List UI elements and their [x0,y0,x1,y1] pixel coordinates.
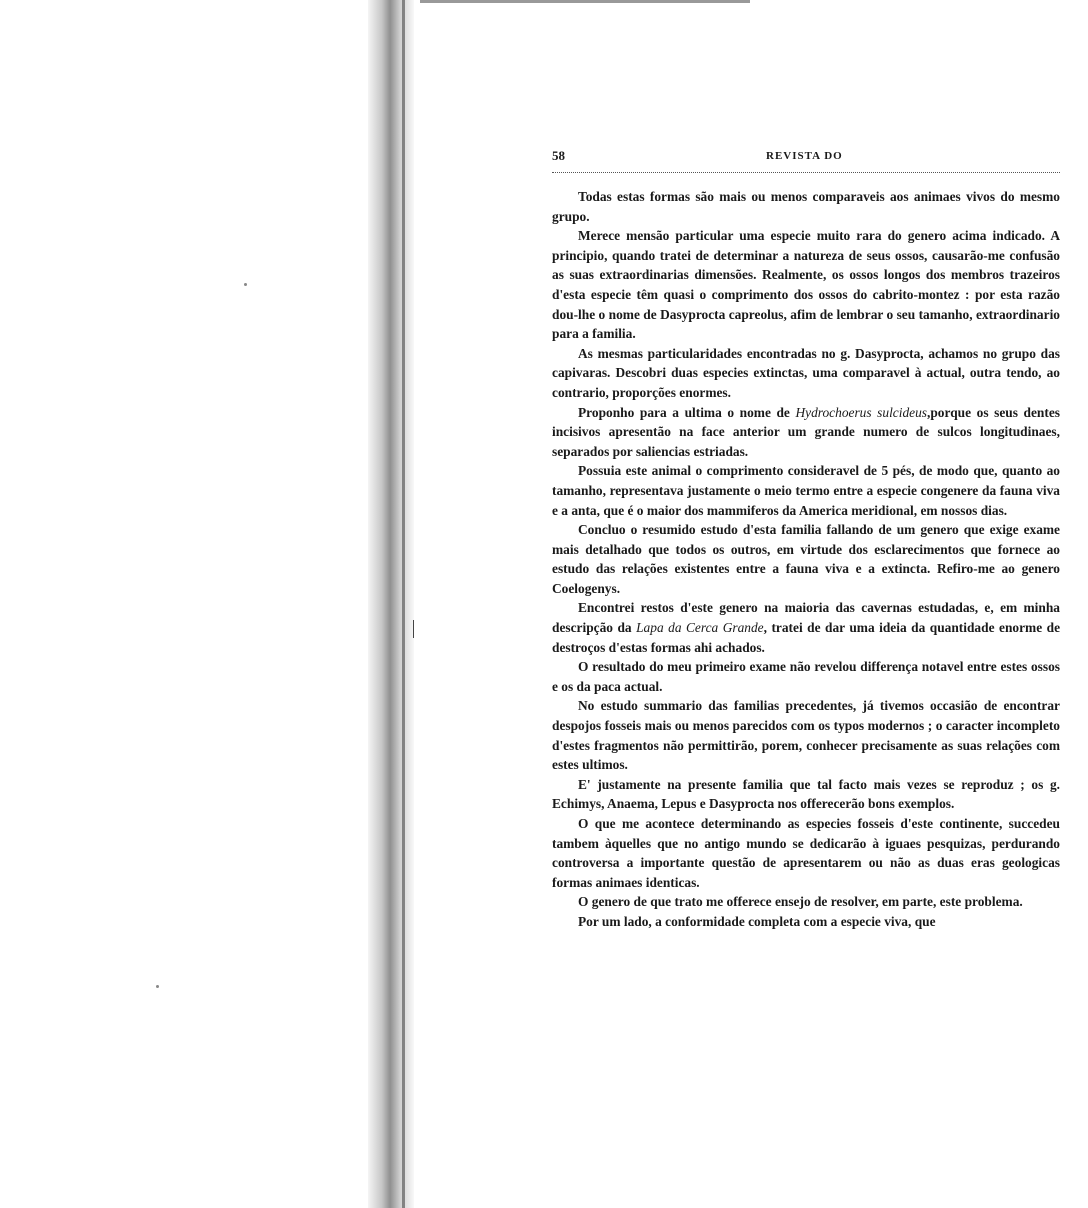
binding-edge-line [402,0,405,1208]
paragraph: O resultado do meu primeiro exame não revelou differença notavel entre estes ossos e os da paca actual. [552,659,1060,694]
binding-shadow [368,0,414,1208]
paragraph: Possuia este animal o comprimento consideravel de 5 pés, de modo que, quanto ao tamanho, representava justamente o meio termo entre a especie congenere da fauna viva e a anta, que é o maior dos mammiferos da America meridional, em nossos dias. [552,463,1060,518]
paragraph: Concluo o resumido estudo d'esta familia fallando de um genero que exige exame mais detalhado que todos os outros, em virtude dos esclarecimentos que fornece ao estudo das relações existentes entre a fauna viva e a extincta. Refiro-me ao genero Coelogenys. [552,522,1060,596]
paragraph-text: ,porque os seus dentes incisivos apresentão na face anterior um grande numero de sulcos longitudinaes, separados por saliencias estriadas. [552,404,1060,459]
paragraph: Por um lado, a conformidade completa com a especie viva, que [578,913,936,929]
running-title: REVISTA DO [766,150,843,162]
header-rule [552,172,1060,173]
place-name: Lapa da Cerca Grande [636,620,764,636]
scan-mark [413,620,414,638]
paragraph: Todas estas formas são mais ou menos comparaveis aos animaes vivos do mesmo grupo. [552,189,1060,224]
species-name: Hydrochoerus sulcideus [795,404,928,420]
running-head [552,148,1060,168]
paragraph [552,403,1060,462]
paragraph: E' justamente na presente familia que tal facto mais vezes se reproduz ; os g. Echimys, Anaema, Lepus e Dasyprocta nos offerecerão bons exemplos. [552,776,1060,812]
paragraph-text: , tratei de dar uma ideia da quantidade enorme de destroços d'estas formas ahi achados. [552,620,1061,655]
paragraph-text: Encontrei restos d'este genero na maioria das cavernas estudadas, e, em minha descripção da [552,600,1060,636]
paragraph-text: Proponho para a ultima o nome de [578,404,796,420]
paragraph: No estudo summario das familias precedentes, já tivemos occasião de encontrar despojos fosseis mais ou menos parecidos com os typos modernos ; o caracter incompleto d'estes fragmentos não permittirão, porem, conhecer precisamente as suas relações com estes ultimos. [552,698,1060,773]
page-number: 58 [552,148,565,163]
paragraph [552,598,1060,657]
scan-speck [156,985,159,988]
scan-speck [244,283,247,286]
scan-top-edge [420,0,750,3]
paragraph: Merece mensão particular uma especie muito rara do genero acima indicado. A principio, quando tratei de determinar a natureza de seus ossos, causarão-me confusão as suas extraordinarias dimensões. Realmente, os ossos longos dos membros trazeiros d'esta especie têm quasi o comprimento dos ossos do cabrito-montez : por esta razão dou-lhe o nome de Dasyprocta capreolus, afim de lembrar o seu tamanho, extraordinario para a familia. [552,228,1060,342]
book-page [552,148,1060,932]
body-text [552,187,1060,932]
paragraph: O genero de que trato me offerece ensejo de resolver, em parte, este problema. [578,894,1023,910]
paragraph: O que me acontece determinando as especies fosseis d'este continente, succedeu tambem àquelles que no antigo mundo se dedicarão à iguaes pesquizas, perdurando controversa a importante questão de apresentarem ou não as duas eras geologicas formas animaes identicas. [552,816,1060,890]
paragraph: As mesmas particularidades encontradas no g. Dasyprocta, achamos no grupo das capivaras. Descobri duas especies extinctas, uma comparavel à actual, outra tendo, ao contrario, proporções enormes. [552,345,1060,400]
